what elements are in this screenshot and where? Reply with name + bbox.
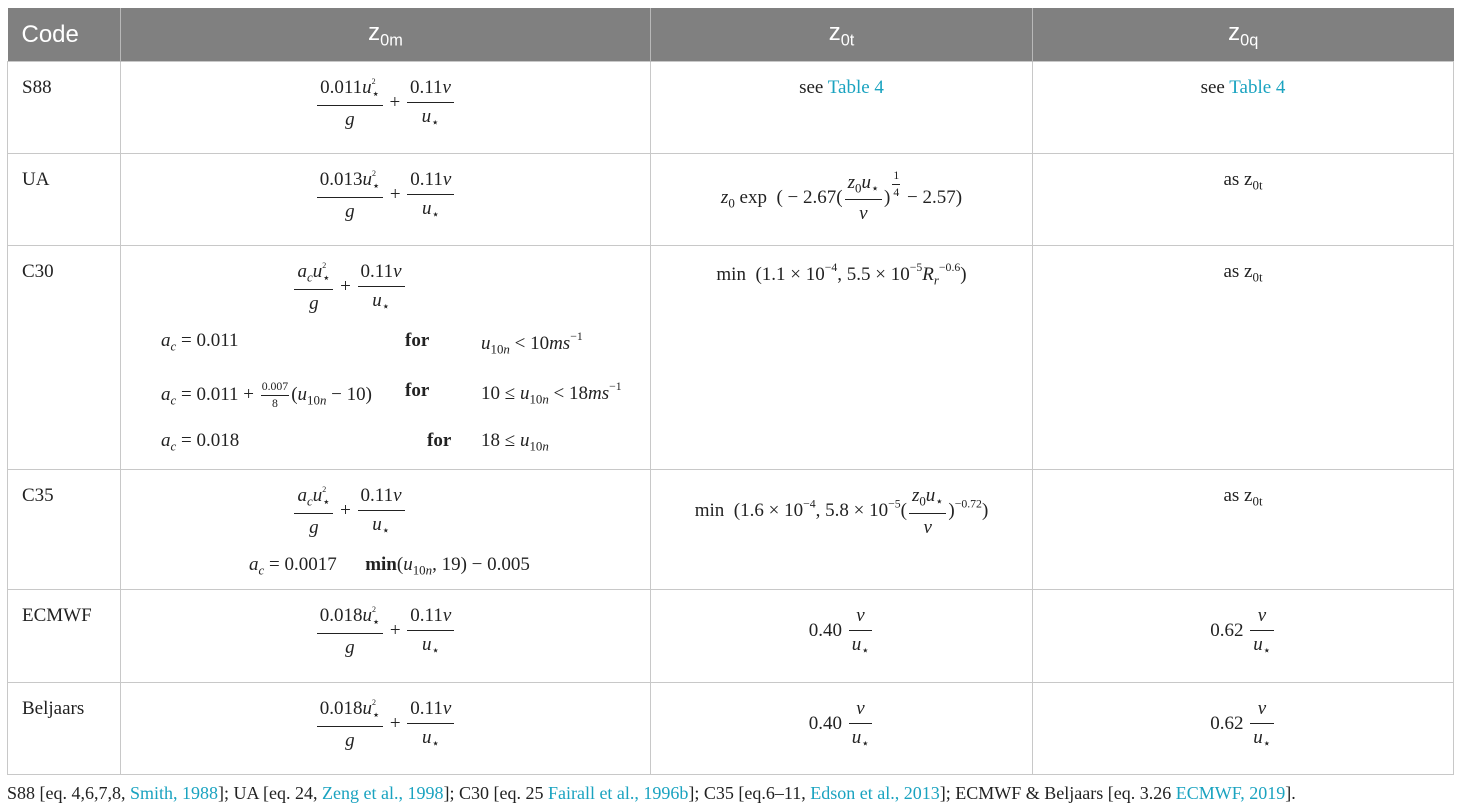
row-code: C30 bbox=[8, 246, 121, 470]
table-footnote: S88 [eq. 4,6,7,8, Smith, 1988]; UA [eq. 24, Zeng et al., 1998]; C30 [eq. 25 Fairall et al., 1996b]; C35 [eq.6–11, Edson et al., 2013]; ECMWF & Beljaars [eq. 3.26 ECMWF, 2019]. bbox=[7, 783, 1296, 803]
z0t-formula: $\min (1.1 \times 10^{-4}$, $5.5 \times 10^{-5}R_r^{-0.6}$) bbox=[651, 246, 1033, 470]
roughness-table bbox=[7, 8, 1454, 775]
z0m-formula: $a_cu$ $_{2 ⋆}$ g + $\frac{0.11\nu}{u_⋆}$ $a_c = 0.011$ for $u_{10n} < 10ms^{-1}$ $a_c = 0.011$ + $\frac{0.007}{8}$ $(u_{10n} - 10)$ for $10 \le u_{10n} < 18ms^{-1}$ $a_c = 0.018$ for $18 \le u_{10n}$ bbox=[121, 246, 651, 470]
row-code: UA bbox=[8, 154, 121, 246]
row-code: C35 bbox=[8, 470, 121, 590]
row-code: S88 bbox=[8, 62, 121, 154]
z0m-formula: 0.011u $_{2 ⋆}$ g + $\frac{0.11\nu}{u_⋆}$ bbox=[121, 62, 651, 154]
ac-condition-3: $a_c = 0.018$ for $18 \le u_{10n}$ bbox=[161, 430, 549, 454]
z0q-formula: 0.62 $\frac{\nu}{u_⋆}$ bbox=[1033, 590, 1454, 683]
row-code: Beljaars bbox=[8, 683, 121, 775]
z0t-formula: 0.40 $\frac{\nu}{u_⋆}$ bbox=[651, 590, 1033, 683]
table-link[interactable]: Table 4 bbox=[827, 77, 884, 98]
table-row bbox=[8, 470, 1454, 590]
header-z0q: $z_{0q}$ bbox=[1033, 8, 1454, 62]
header-z0m: $z_{0m}$ bbox=[121, 8, 651, 62]
citation-link[interactable]: Fairall et al., 1996b bbox=[547, 783, 689, 803]
z0m-formula: 0.018u $_{2 ⋆}$ g + $\frac{0.11\nu}{u_⋆}$ bbox=[121, 590, 651, 683]
z0t-formula: 0.40 $\frac{\nu}{u_⋆}$ bbox=[651, 683, 1033, 775]
table-row bbox=[8, 62, 1454, 154]
z0m-formula: $a_cu$ $_{2 ⋆}$ g + $\frac{0.11\nu}{u_⋆}$ $a_c = 0.0017$ $\min(u_{10n}$, 19) − 0.005 bbox=[121, 470, 651, 590]
ac-condition-2: $a_c = 0.011$ + $\frac{0.007}{8}$ $(u_{10n} - 10)$ for $10 \le u_{10n} < 18ms^{-1}$ bbox=[161, 380, 622, 410]
z0q-cell: as $z_{0t}$ bbox=[1033, 470, 1454, 590]
z0q-cell: see Table 4 bbox=[1033, 62, 1454, 154]
z0t-cell: see Table 4 bbox=[651, 62, 1033, 154]
z0m-formula: 0.013u $_{2 ⋆}$ g + $\frac{0.11\nu}{u_⋆}$ bbox=[121, 154, 651, 246]
z0t-formula: $z_0$ exp ( − 2.67( $\frac{z_0u_⋆}{\nu}$ ) $\frac{1}{4}$ − 2.57) bbox=[651, 154, 1033, 246]
z0q-formula: 0.62 $\frac{\nu}{u_⋆}$ bbox=[1033, 683, 1454, 775]
table-row bbox=[8, 590, 1454, 683]
z0q-cell: as $z_{0t}$ bbox=[1033, 154, 1454, 246]
header-code: Code bbox=[8, 8, 121, 62]
row-code: ECMWF bbox=[8, 590, 121, 683]
table-link[interactable]: Table 4 bbox=[1229, 77, 1286, 98]
table-row bbox=[8, 246, 1454, 470]
citation-link[interactable]: Zeng et al., 1998 bbox=[322, 783, 444, 803]
z0t-formula: $\min (1.6 \times 10^{-4}$, $5.8 \times 10^{-5}$( $\frac{z_0u_⋆}{\nu}$ )$^{-0.72}$) bbox=[651, 470, 1033, 590]
z0q-cell: as $z_{0t}$ bbox=[1033, 246, 1454, 470]
ac-condition-1: $a_c = 0.011$ for $u_{10n} < 10ms^{-1}$ bbox=[161, 330, 583, 357]
table-header-row bbox=[8, 8, 1454, 62]
z0m-formula: 0.018u $_{2 ⋆}$ g + $\frac{0.11\nu}{u_⋆}$ bbox=[121, 683, 651, 775]
citation-link[interactable]: ECMWF, 2019 bbox=[1175, 783, 1286, 803]
header-z0t: $z_{0t}$ bbox=[651, 8, 1033, 62]
ac-condition: $a_c = 0.0017$ $\min(u_{10n}$, 19) − 0.005 bbox=[249, 554, 530, 578]
table-row bbox=[8, 683, 1454, 775]
table-row bbox=[8, 154, 1454, 246]
citation-link[interactable]: Smith, 1988 bbox=[130, 783, 219, 803]
citation-link[interactable]: Edson et al., 2013 bbox=[810, 783, 940, 803]
